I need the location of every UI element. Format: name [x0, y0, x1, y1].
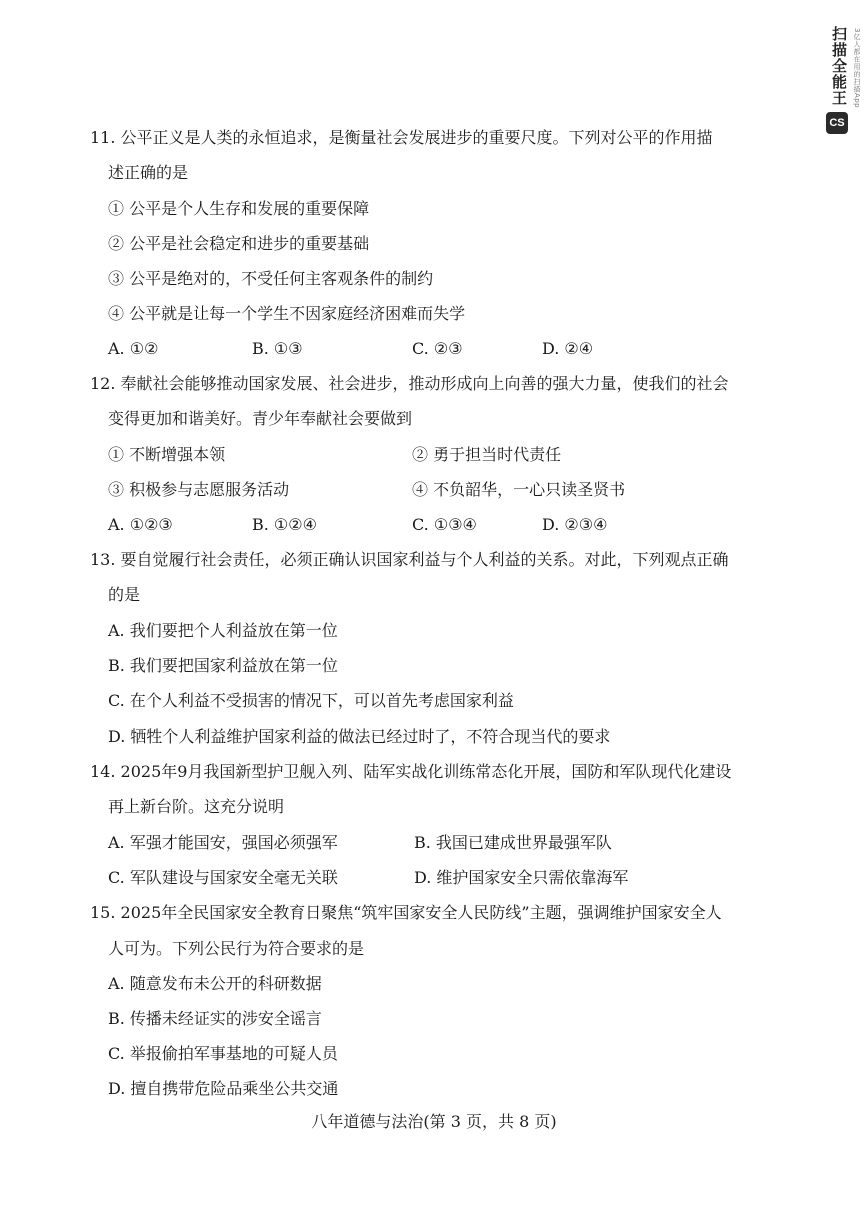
question-stem-line: 14. 2025年9月我国新型护卫舰入列、陆军实战化训练常态化开展，国防和军队现代化建设	[90, 762, 732, 781]
statement: ② 勇于担当时代责任	[412, 445, 562, 464]
question-stem-line: 12. 奉献社会能够推动国家发展、社会进步，推动形成向上向善的强大力量，使我们的社会	[90, 374, 729, 393]
option-b: B. 我国已建成世界最强军队	[414, 833, 612, 852]
option-a: A. ①②③	[108, 515, 173, 534]
option-a: A. 随意发布未公开的科研数据	[108, 974, 322, 993]
question-stem-line: 人可为。下列公民行为符合要求的是	[108, 939, 365, 958]
question-stem-line: 13. 要自觉履行社会责任，必须正确认识国家利益与个人利益的关系。对此，下列观点正确	[90, 550, 729, 569]
option-c: C. 举报偷拍军事基地的可疑人员	[108, 1044, 338, 1063]
statement: ③ 积极参与志愿服务活动	[108, 480, 290, 499]
watermark-title: 扫描全能王	[830, 26, 848, 106]
watermark-subtitle: 3亿人都在用的扫描App	[853, 28, 861, 109]
camscanner-logo-icon: CS	[826, 112, 848, 134]
option-a: A. 军强才能国安，强国必须强军	[108, 833, 338, 852]
statement: ④ 公平就是让每一个学生不因家庭经济困难而失学	[108, 304, 466, 323]
statement: ② 公平是社会稳定和进步的重要基础	[108, 234, 370, 253]
option-d: D. ②④	[542, 339, 594, 358]
option-b: B. ①③	[252, 339, 303, 358]
scanner-watermark	[820, 14, 861, 129]
option-c: C. ②③	[412, 339, 463, 358]
question-stem-line: 述正确的是	[108, 163, 189, 182]
option-b: B. 我们要把国家利益放在第一位	[108, 656, 338, 675]
question-stem-line: 的是	[108, 585, 141, 604]
option-d: D. 牺牲个人利益维护国家利益的做法已经过时了，不符合现当代的要求	[108, 727, 611, 746]
statement: ① 不断增强本领	[108, 445, 226, 464]
option-a: A. 我们要把个人利益放在第一位	[108, 621, 338, 640]
statement: ④ 不负韶华，一心只读圣贤书	[412, 480, 626, 499]
statement: ① 公平是个人生存和发展的重要保障	[108, 199, 370, 218]
option-c: C. 军队建设与国家安全毫无关联	[108, 868, 338, 887]
question-stem-line: 再上新台阶。这充分说明	[108, 797, 285, 816]
option-b: B. 传播未经证实的涉安全谣言	[108, 1009, 322, 1028]
page-footer: 八年道德与法治(第 3 页，共 8 页)	[311, 1112, 557, 1131]
statement: ③ 公平是绝对的，不受任何主客观条件的制约	[108, 269, 434, 288]
option-d: D. 擅自携带危险品乘坐公共交通	[108, 1079, 339, 1098]
question-stem-line: 11. 公平正义是人类的永恒追求，是衡量社会发展进步的重要尺度。下列对公平的作用描	[90, 128, 713, 147]
option-d: D. ②③④	[542, 515, 608, 534]
option-c: C. ①③④	[412, 515, 477, 534]
option-c: C. 在个人利益不受损害的情况下，可以首先考虑国家利益	[108, 691, 514, 710]
question-stem-line: 变得更加和谐美好。青少年奉献社会要做到	[108, 409, 413, 428]
option-b: B. ①②④	[252, 515, 317, 534]
option-d: D. 维护国家安全只需依靠海军	[414, 868, 629, 887]
option-a: A. ①②	[108, 339, 159, 358]
question-stem-line: 15. 2025年全民国家安全教育日聚焦“筑牢国家安全人民防线”主题，强调维护国家安全人	[90, 903, 722, 922]
